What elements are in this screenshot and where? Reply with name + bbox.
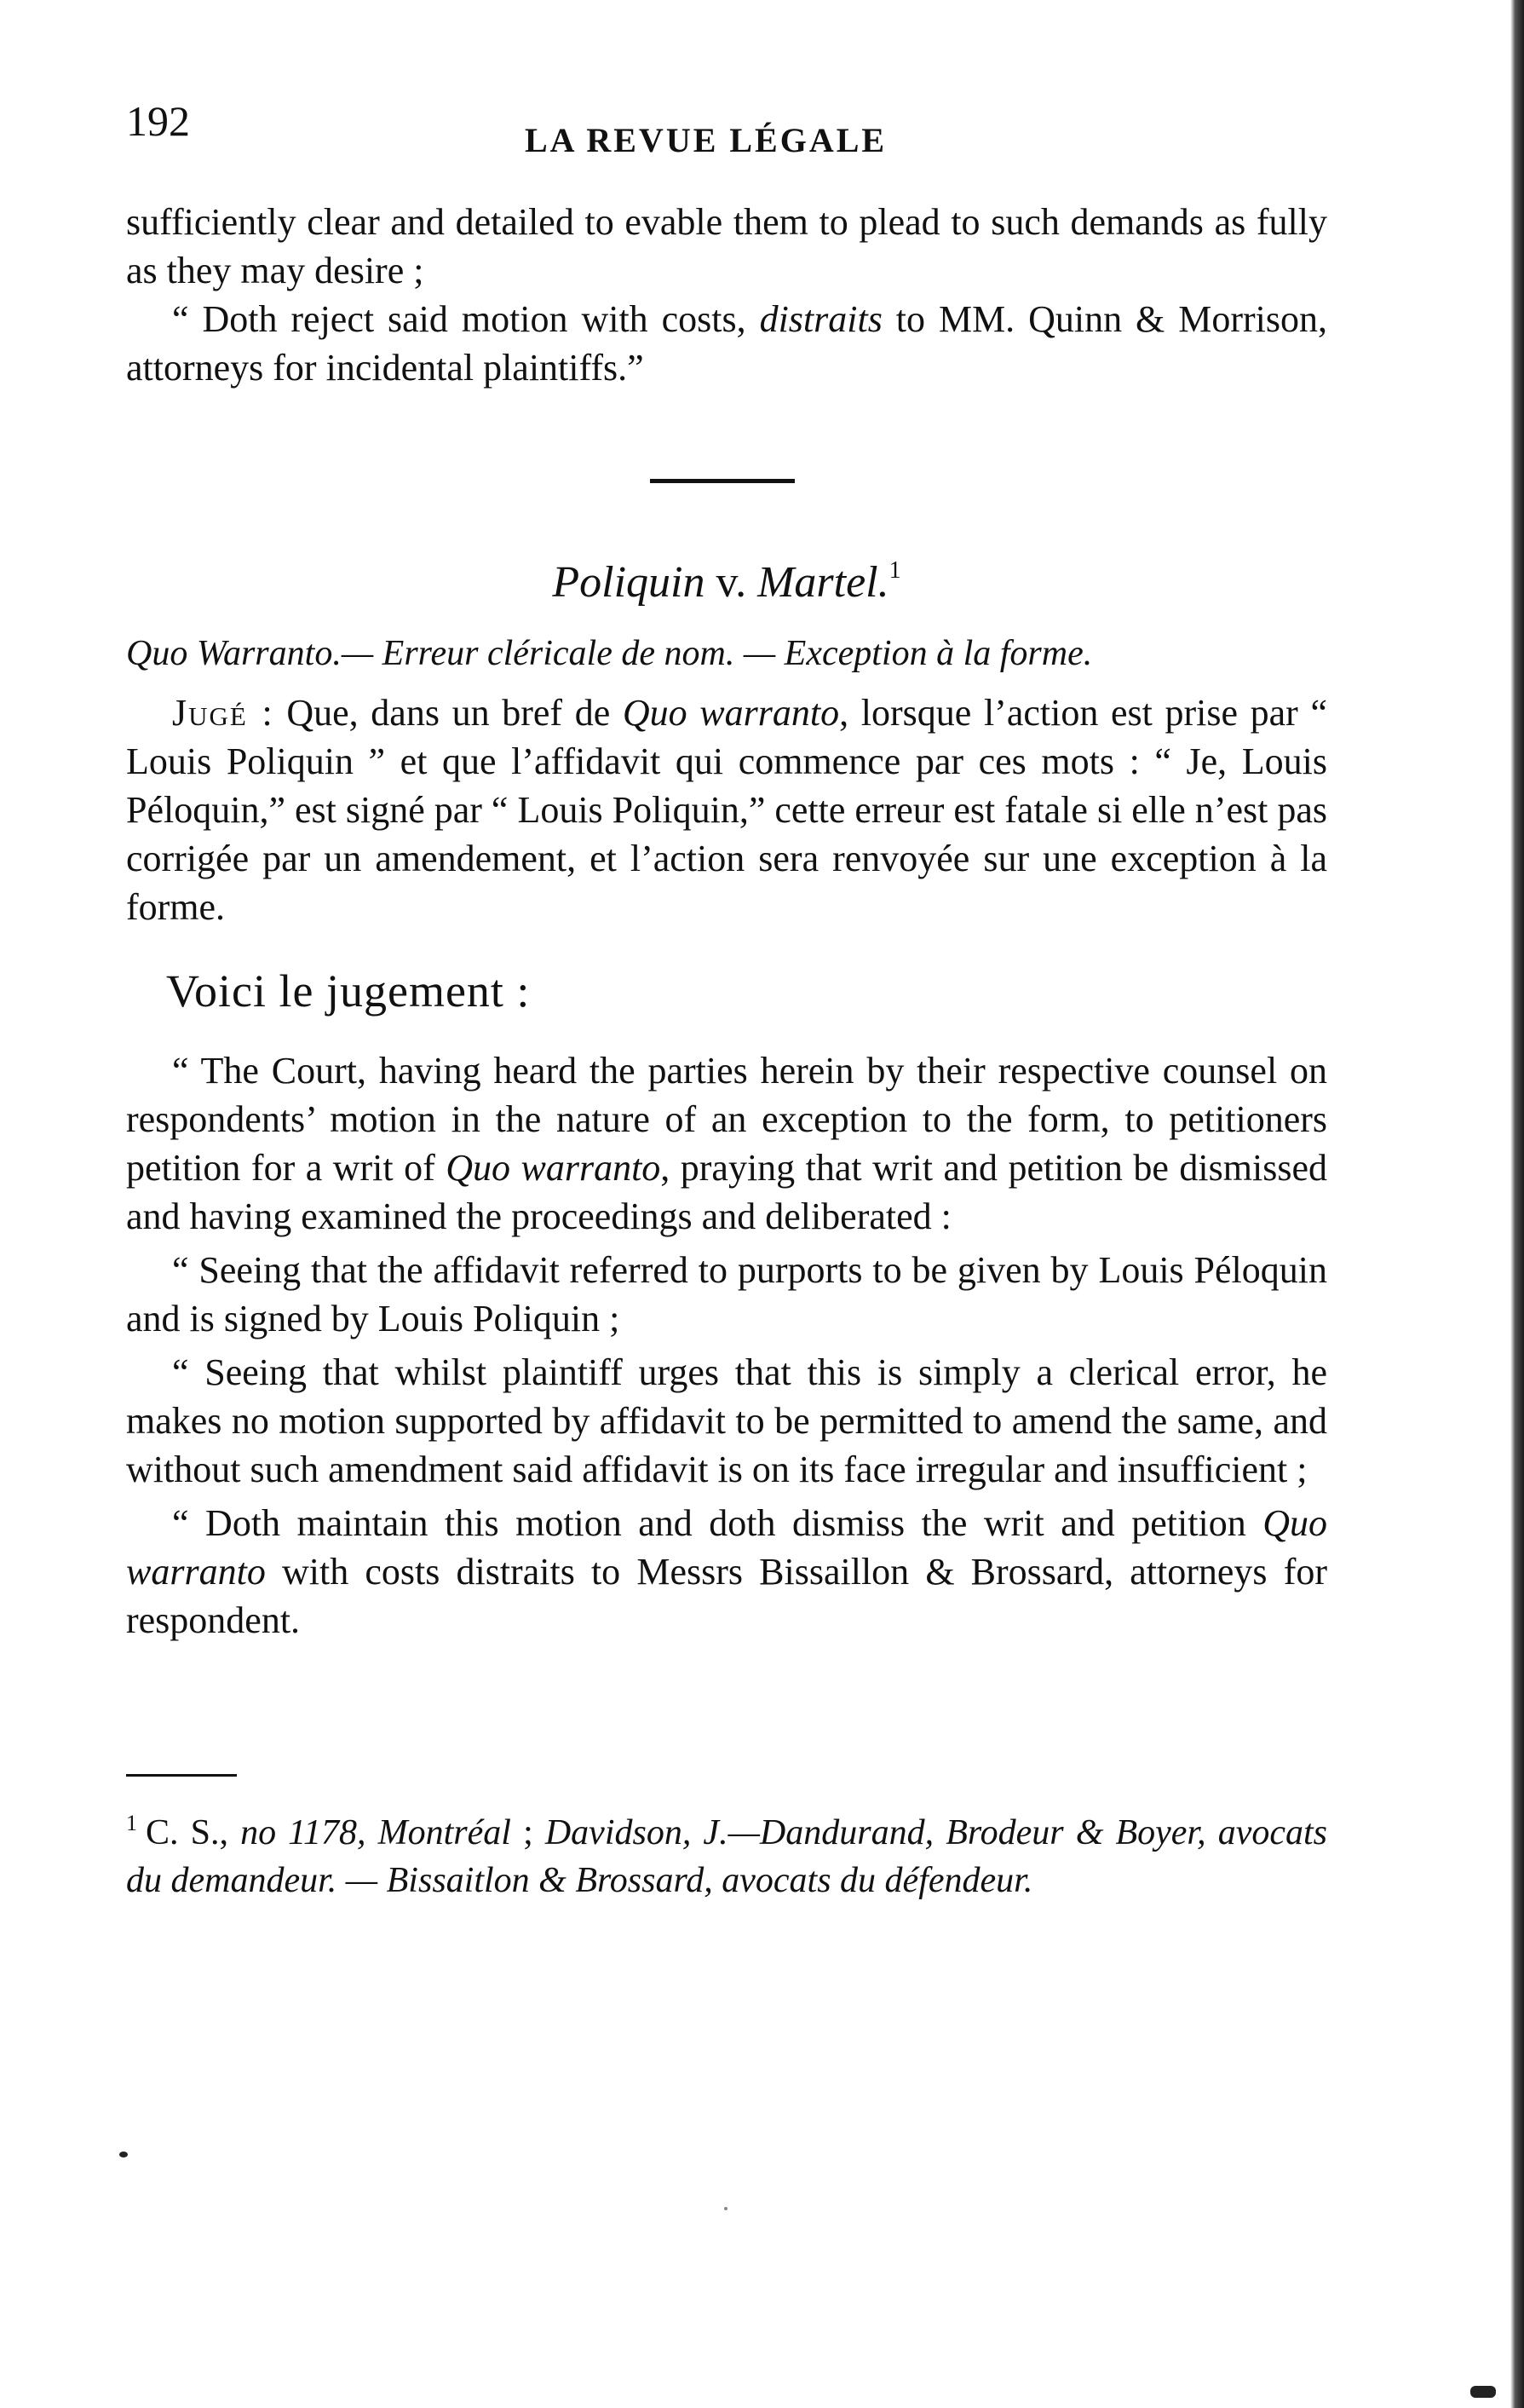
holding-label: Jugé : (172, 692, 274, 734)
subject-line: Quo Warranto.— Erreur cléricale de nom. — Exception à la forme. (126, 634, 1093, 673)
judgment-p4-after: with costs distraits to Messrs Bissaillon & Brossard, attorneys for respondent. (126, 1551, 1327, 1641)
continuation-text (126, 198, 1327, 392)
holding-t2: , lorsque l’action est prise par “ Louis Poliquin ” et que l’affidavit qui commence par ces mots : “ Je, Louis Péloquin,” est signé par “ Louis Poliquin,” cette erreur est fatale si elle n’est pas corrigée par un amendement, et l’action sera renvoyée sur une exception à la forme. (126, 692, 1328, 928)
page-number: 192 (126, 97, 190, 145)
footnote-t2: ; (510, 1813, 545, 1852)
case-plaintiff: Poliquin (552, 558, 705, 607)
judgment-p1-after: , praying that writ and petition be dismissed and having examined the proceedings and deliberated : (126, 1147, 1327, 1237)
judgment-paragraph-2: “ Seeing that the affidavit referred to purports to be given by Louis Péloquin and is signed by Louis Poliquin ; (126, 1249, 1327, 1339)
scan-edge-shadow (1510, 0, 1524, 2408)
footnote-mark: 1 (126, 1811, 137, 1835)
continuation-p2-before: “ Doth reject said motion with costs, (172, 298, 760, 340)
case-defendant: Martel. (757, 558, 889, 607)
footnote-t2-italic: Davidson, J.—Dandurand, Brodeur & Boyer, avocats du demandeur. — Bissaitlon & Brossard, avocats du défendeur. (126, 1813, 1328, 1900)
judgment-heading: Voici le jugement : (166, 965, 531, 1017)
continuation-p2-italic: distraits (759, 298, 883, 340)
scan-speck (1470, 2386, 1496, 2398)
footnote-t1-italic: no 1178, Montréal (240, 1813, 511, 1852)
continuation-paragraph-2 (126, 295, 1327, 392)
holding-t1-italic: Quo warranto (622, 692, 840, 734)
case-title (126, 544, 1327, 610)
judgment-paragraph-4 (126, 1499, 1327, 1645)
holding-t1: Que, dans un bref de (273, 692, 623, 734)
continuation-p2-after: to MM. Quinn & Morrison, attorneys for incidental plaintiffs.” (126, 298, 1327, 389)
case-versus: v. (716, 558, 747, 607)
judgment-paragraph-3: “ Seeing that whilst plaintiff urges that this is simply a clerical error, he makes no motion supported by affidavit to be permitted to amend the same, and without such amendment said affidavit is on its face irregular and insufficient ; (126, 1351, 1327, 1490)
scan-speck (724, 2207, 727, 2210)
judgment-p4-before: “ Doth maintain this motion and doth dismiss the writ and petition (172, 1502, 1263, 1544)
scan-speck (119, 2152, 128, 2157)
holding-text (126, 688, 1327, 931)
judgment-paragraph-1 (126, 1046, 1327, 1241)
footnote (126, 1800, 1327, 1904)
running-title: LA REVUE LÉGALE (525, 121, 888, 159)
judgment-p4-italic: Quo warranto (126, 1502, 1327, 1593)
case-footnote-ref: 1 (889, 557, 901, 584)
judgment-text (126, 1046, 1327, 1645)
page-header (126, 95, 1327, 172)
judgment-p1-italic: Quo warranto (446, 1147, 661, 1189)
section-divider (650, 479, 795, 483)
footnote-divider (126, 1774, 237, 1777)
footnote-t1: C. S., (146, 1813, 241, 1852)
holding-paragraph (126, 688, 1327, 931)
judgment-p1-before: “ The Court, having heard the parties herein by their respective counsel on respondents’ motion in the nature of an exception to the form, to petitioners petition for a writ of (126, 1050, 1327, 1189)
continuation-paragraph-1: sufficiently clear and detailed to evable them to plead to such demands as fully as they may desire ; (126, 201, 1327, 291)
